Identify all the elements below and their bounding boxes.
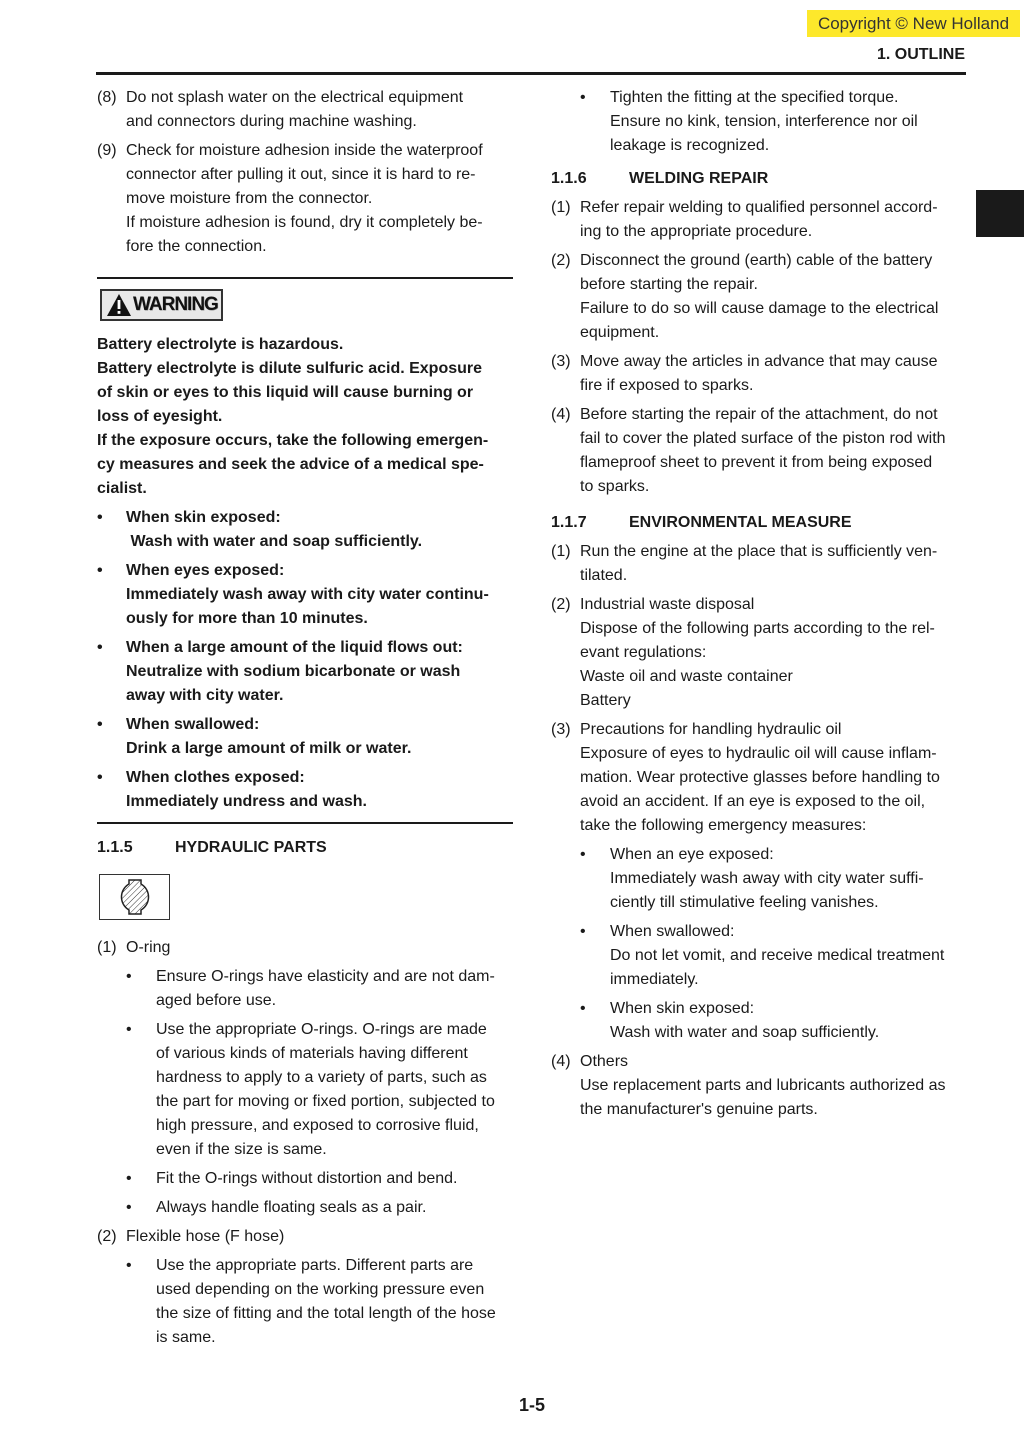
list-item: [97, 86, 513, 134]
text-line: even if the size is same.: [156, 1141, 327, 1158]
text-line: avoid an accident. If an eye is exposed to the oil,: [580, 793, 926, 810]
list-item: [97, 936, 513, 960]
text-line: O-ring: [126, 939, 171, 956]
text-line: take the following emergency measures:: [580, 817, 867, 834]
page-number: 1-5: [518, 1395, 545, 1415]
o-ring-icon: [115, 877, 155, 917]
text-line: Dispose of the following parts according to the rel-: [580, 620, 935, 637]
list-item: [97, 139, 513, 259]
sub-bullet: [551, 920, 965, 992]
heading-number: 1.1.5: [97, 839, 133, 856]
item-number: (2): [551, 252, 571, 269]
item-body: [580, 350, 965, 398]
list-item: [97, 1225, 513, 1249]
sub-bullet: [97, 1018, 513, 1162]
item-body: [580, 196, 965, 244]
bullet: •: [97, 716, 103, 733]
sub-bullet: [551, 86, 965, 158]
text-line: equipment.: [580, 324, 660, 341]
text-line: Immediately wash away with city water suffi-: [610, 870, 924, 887]
text-line: fore the connection.: [126, 238, 267, 255]
text-line: leakage is recognized.: [610, 137, 770, 154]
text-line: If moisture adhesion is found, dry it completely be-: [126, 214, 483, 231]
bullet: •: [126, 1170, 132, 1187]
text-line: move moisture from the connector.: [126, 190, 373, 207]
header-rule: [96, 72, 966, 75]
item-body: [580, 718, 965, 838]
text-line: cialist.: [97, 480, 147, 497]
text-line: Waste oil and waste container: [580, 668, 793, 685]
right-column: [551, 86, 965, 1127]
text-line: of various kinds of materials having different: [156, 1045, 468, 1062]
bullet-body: [126, 506, 513, 554]
sub-bullet: [551, 997, 965, 1045]
bullet-body: [156, 1167, 513, 1191]
text-line: to sparks.: [580, 478, 650, 495]
heading-number: 1.1.7: [551, 514, 587, 531]
bullet-body: [126, 713, 513, 761]
text-line: evant regulations:: [580, 644, 707, 661]
bullet-body: [610, 997, 965, 1045]
bullet-body: [156, 965, 513, 1013]
sub-bullet: [551, 843, 965, 915]
bullet: •: [126, 968, 132, 985]
text-line: Exposure of eyes to hydraulic oil will cause inflam-: [580, 745, 937, 762]
text-line: Others: [580, 1053, 629, 1070]
bullet-body: [610, 843, 965, 915]
text-line: fire if exposed to sparks.: [580, 377, 754, 394]
text-line: Check for moisture adhesion inside the waterproof: [126, 142, 483, 159]
text-line: hardness to apply to a variety of parts, such as: [156, 1069, 487, 1086]
item-number: (2): [97, 1228, 117, 1245]
item-number: (3): [551, 353, 571, 370]
text-line: Run the engine at the place that is sufficiently ven-: [580, 543, 938, 560]
text-line: Refer repair welding to qualified personnel accord-: [580, 199, 938, 216]
list-item: [551, 718, 965, 838]
bullet-body: [126, 559, 513, 631]
warning-bullet: [97, 636, 513, 708]
list-item: [551, 593, 965, 713]
sub-bullet: [97, 965, 513, 1013]
text-line: Flexible hose (F hose): [126, 1228, 285, 1245]
item-number: (4): [551, 406, 571, 423]
text-line: When skin exposed:: [610, 1000, 755, 1017]
list-item: [551, 249, 965, 345]
text-line: ously for more than 10 minutes.: [126, 610, 368, 627]
bullet: •: [97, 769, 103, 786]
list-item: [551, 350, 965, 398]
item-body: [126, 86, 513, 134]
section-heading: [551, 167, 965, 191]
item-number: (1): [551, 543, 571, 560]
text-line: Industrial waste disposal: [580, 596, 755, 613]
list-item: [551, 1050, 965, 1122]
text-line: When eyes exposed:: [126, 562, 285, 579]
text-line: When an eye exposed:: [610, 846, 774, 863]
sub-bullet: [97, 1196, 513, 1220]
text-line: Neutralize with sodium bicarbonate or wash: [126, 663, 461, 680]
text-line: aged before use.: [156, 992, 277, 1009]
text-line: the part for moving or fixed portion, subjected to: [156, 1093, 495, 1110]
text-line: When swallowed:: [126, 716, 260, 733]
bullet-body: [610, 86, 965, 158]
section-title: 1. OUTLINE: [876, 46, 965, 63]
text-line: connector after pulling it out, since it is hard to re-: [126, 166, 476, 183]
item-body: [580, 1050, 965, 1122]
text-line: Wash with water and soap sufficiently.: [126, 533, 423, 550]
warning-label: WARNING: [133, 294, 218, 315]
bullet-body: [126, 766, 513, 814]
warning-triangle-icon: [106, 293, 132, 317]
text-line: Immediately wash away with city water continu-: [126, 586, 489, 603]
text-line: Move away the articles in advance that may cause: [580, 353, 938, 370]
text-line: Disconnect the ground (earth) cable of the battery: [580, 252, 933, 269]
text-line: When swallowed:: [610, 923, 735, 940]
item-body: [126, 936, 513, 960]
text-line: Fit the O-rings without distortion and bend.: [156, 1170, 458, 1187]
text-line: Always handle floating seals as a pair.: [156, 1199, 427, 1216]
text-line: Drink a large amount of milk or water.: [126, 740, 412, 757]
list-item: [551, 540, 965, 588]
text-line: Battery: [580, 692, 631, 709]
section-heading: [97, 836, 513, 860]
text-line: Failure to do so will cause damage to the electrical: [580, 300, 939, 317]
text-line: When clothes exposed:: [126, 769, 305, 786]
heading-number: 1.1.6: [551, 170, 587, 187]
heading-title: WELDING REPAIR: [629, 170, 769, 187]
text-line: Immediately undress and wash.: [126, 793, 367, 810]
item-number: (2): [551, 596, 571, 613]
text-line: and connectors during machine washing.: [126, 113, 417, 130]
text-line: loss of eyesight.: [97, 408, 223, 425]
warning-bullet: [97, 766, 513, 814]
bullet-body: [156, 1018, 513, 1162]
section-heading: [551, 511, 965, 535]
text-line: If the exposure occurs, take the following emergen-: [97, 432, 489, 449]
copyright-banner: Copyright © New Holland: [807, 10, 1020, 37]
text-line: fail to cover the plated surface of the piston rod with: [580, 430, 946, 447]
text-line: Battery electrolyte is dilute sulfuric acid. Exposure: [97, 360, 483, 377]
bullet: •: [126, 1021, 132, 1038]
list-item: [551, 403, 965, 499]
item-body: [580, 540, 965, 588]
text-line: Use the appropriate O-rings. O-rings are made: [156, 1021, 487, 1038]
text-line: Ensure O-rings have elasticity and are not dam-: [156, 968, 495, 985]
item-body: [580, 403, 965, 499]
bullet: •: [97, 509, 103, 526]
warning-text-block: [97, 333, 513, 501]
text-line: When skin exposed:: [126, 509, 281, 526]
bullet: •: [580, 1000, 586, 1017]
item-number: (3): [551, 721, 571, 738]
bullet: •: [126, 1257, 132, 1274]
left-column: [97, 86, 513, 1355]
sub-bullet: [97, 1254, 513, 1350]
item-number: (9): [97, 142, 117, 159]
warning-bottom-rule: [97, 822, 513, 824]
text-line: mation. Wear protective glasses before handling to: [580, 769, 940, 786]
warning-bullet: [97, 713, 513, 761]
bullet: •: [97, 562, 103, 579]
item-number: (1): [97, 939, 117, 956]
bullet: •: [580, 89, 586, 106]
item-body: [580, 249, 965, 345]
text-line: the size of fitting and the total length of the hose: [156, 1305, 496, 1322]
heading-title: HYDRAULIC PARTS: [175, 839, 327, 856]
heading-title: ENVIRONMENTAL MEASURE: [629, 514, 852, 531]
text-line: Tighten the fitting at the specified torque.: [610, 89, 899, 106]
text-line: is same.: [156, 1329, 216, 1346]
text-line: Before starting the repair of the attachment, do not: [580, 406, 938, 423]
text-line: tilated.: [580, 567, 628, 584]
text-line: away with city water.: [126, 687, 284, 704]
bullet-body: [126, 636, 513, 708]
warning-bullet: [97, 506, 513, 554]
item-body: [126, 139, 513, 259]
text-line: Use the appropriate parts. Different parts are: [156, 1257, 474, 1274]
text-line: Use replacement parts and lubricants authorized as: [580, 1077, 946, 1094]
bullet: •: [580, 846, 586, 863]
text-line: ing to the appropriate procedure.: [580, 223, 813, 240]
text-line: Precautions for handling hydraulic oil: [580, 721, 842, 738]
item-number: (4): [551, 1053, 571, 1070]
text-line: high pressure, and exposed to corrosive fluid,: [156, 1117, 479, 1134]
text-line: immediately.: [610, 971, 699, 988]
bullet-body: [156, 1254, 513, 1350]
bullet: •: [97, 639, 103, 656]
bullet-body: [610, 920, 965, 992]
bullet: •: [126, 1199, 132, 1216]
text-line: used depending on the working pressure even: [156, 1281, 485, 1298]
bullet-body: [156, 1196, 513, 1220]
warning-badge: [100, 289, 223, 321]
text-line: Battery electrolyte is hazardous.: [97, 336, 344, 353]
text-line: Ensure no kink, tension, interference nor oil: [610, 113, 918, 130]
text-line: Do not let vomit, and receive medical treatment: [610, 947, 945, 964]
list-item: [551, 196, 965, 244]
item-number: (8): [97, 89, 117, 106]
text-line: When a large amount of the liquid flows out:: [126, 639, 463, 656]
oring-icon-box: [99, 874, 170, 920]
text-line: ciently till stimulative feeling vanishes.: [610, 894, 879, 911]
text-line: cy measures and seek the advice of a medical spe-: [97, 456, 484, 473]
text-line: of skin or eyes to this liquid will cause burning or: [97, 384, 474, 401]
item-body: [126, 1225, 513, 1249]
warning-bullet: [97, 559, 513, 631]
item-body: [580, 593, 965, 713]
item-number: (1): [551, 199, 571, 216]
text-line: Do not splash water on the electrical equipment: [126, 89, 464, 106]
sub-bullet: [97, 1167, 513, 1191]
chapter-tab-marker: [976, 190, 1024, 237]
text-line: Wash with water and soap sufficiently.: [610, 1024, 880, 1041]
text-line: the manufacturer's genuine parts.: [580, 1101, 818, 1118]
bullet: •: [580, 923, 586, 940]
warning-top-rule: [97, 277, 513, 279]
text-line: flameproof sheet to prevent it from being exposed: [580, 454, 933, 471]
text-line: before starting the repair.: [580, 276, 758, 293]
